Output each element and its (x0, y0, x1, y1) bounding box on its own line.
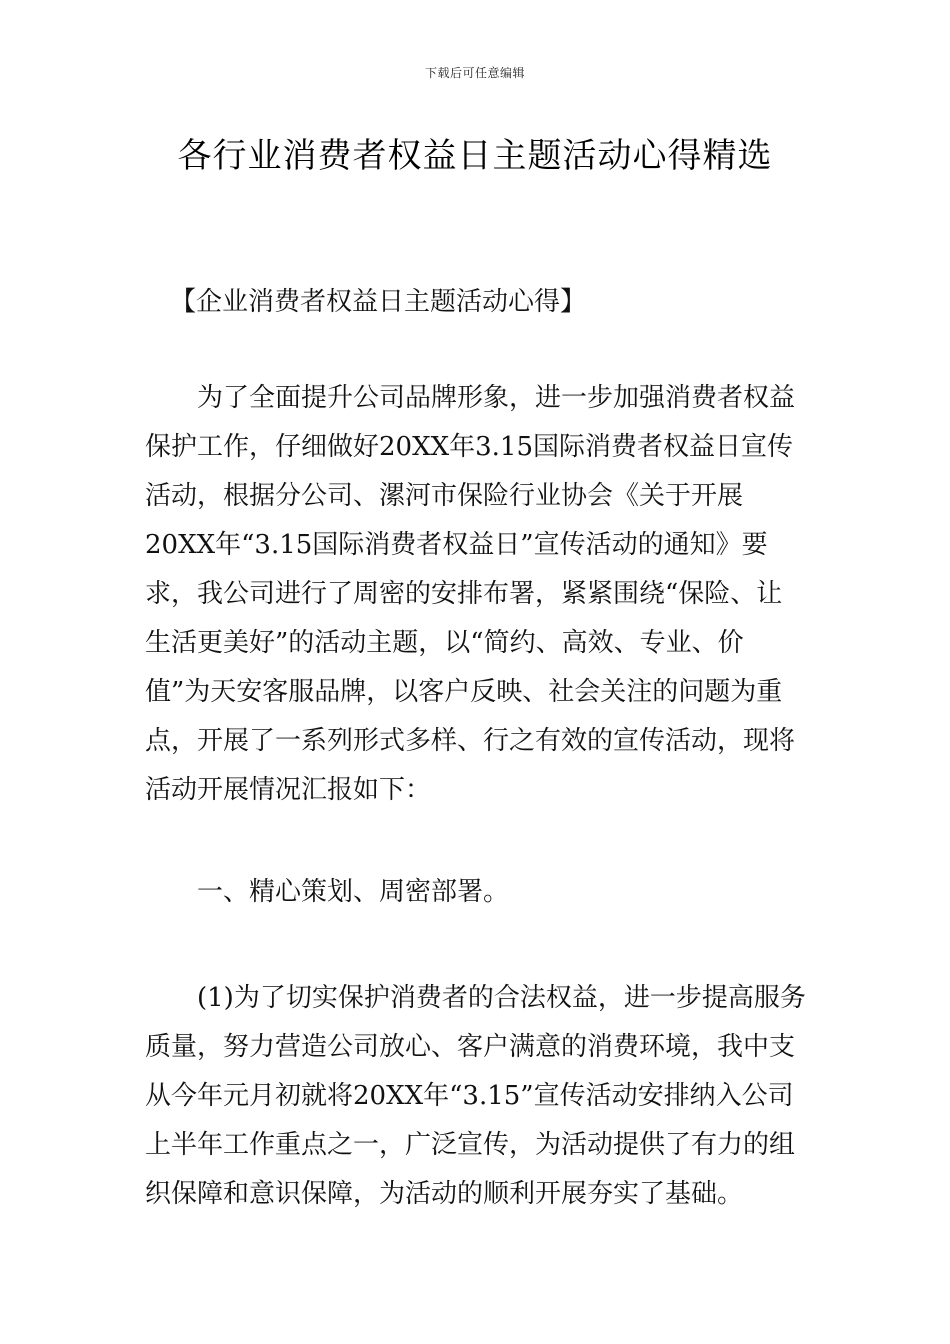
section-heading: 【企业消费者权益日主题活动心得】 (170, 287, 587, 317)
subheading-planning: 一、精心策划、周密部署。 (197, 877, 510, 907)
document-title: 各行业消费者权益日主题活动心得精选 (177, 136, 773, 176)
header-note: 下载后可任意编辑 (424, 66, 525, 80)
paragraph-intro: 为了全面提升公司品牌形象，进一步加强消费者权益保护工作，仔细做好20XX年3.15国际消费者权益日宣传活动，根据分公司、漯河市保险行业协会《关于开展20XX年“3.15国际消费者权益日”宣传活动的通知》要求，我公司进行了周密的安排布署，紧紧围绕“保险、让生活更美好”的活动主题，以“简约、高效、专业、价值”为天安客服品牌，以客户反映、社会关注的问题为重点，开展了一系列形式多样、行之有效的宣传活动，现将活动开展情况汇报如下： (145, 383, 796, 805)
paragraph-planning-detail: (1)为了切实保护消费者的合法权益，进一步提高服务质量，努力营造公司放心、客户满意的消费环境，我中支从今年元月初就将20XX年“3.15”宣传活动安排纳入公司上半年工作重点之一，广泛宣传，为活动提供了有力的组织保障和意识保障，为活动的顺利开展夯实了基础。 (145, 983, 806, 1209)
